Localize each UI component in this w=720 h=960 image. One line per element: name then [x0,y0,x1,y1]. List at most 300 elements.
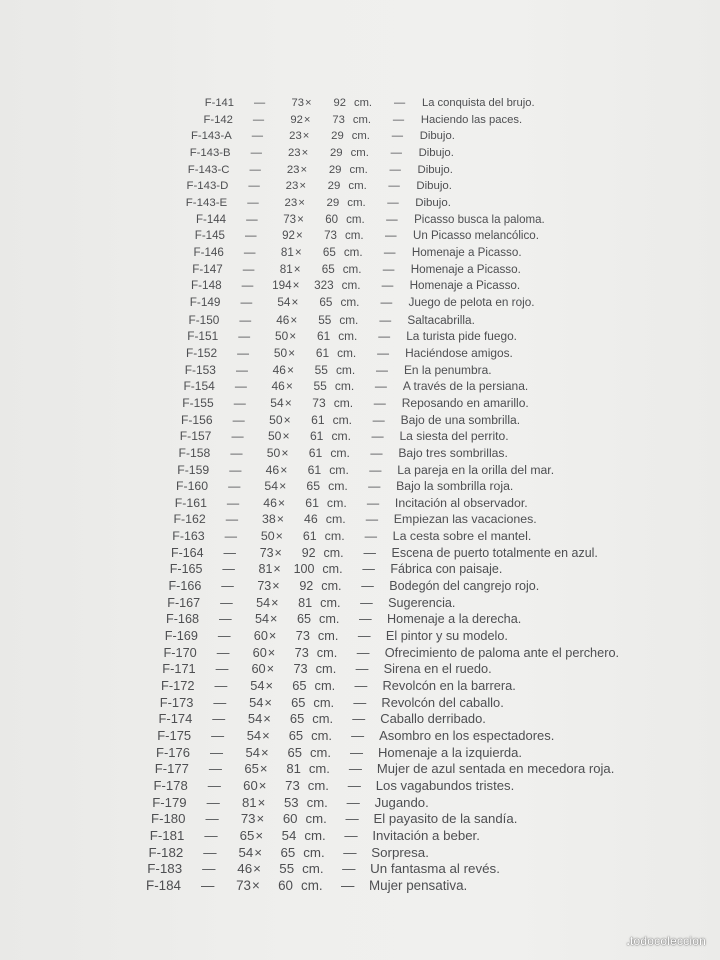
separator-dash: — [254,97,266,109]
times-sign: × [284,395,292,410]
separator-dash: — [345,811,359,827]
unit-label: cm. [305,811,327,827]
height-value: 61 [311,412,325,427]
width-value: 73 [283,213,297,226]
catalog-code: F-179 [152,794,187,810]
height-value: 61 [309,429,324,444]
separator-dash: — [346,794,360,810]
separator-dash: — [374,379,387,394]
artwork-title: Un Picasso melancólico. [412,230,539,243]
height-value: 29 [331,130,344,143]
artwork-title: Asombro en los espectadores. [379,728,555,744]
separator-dash: — [361,579,374,594]
catalog-code: F-148 [191,279,222,293]
width-value: 73 [240,811,256,827]
separator-dash: — [378,329,391,344]
separator-dash: — [373,395,386,410]
times-sign: × [285,379,293,394]
separator-dash: — [375,362,388,377]
height-value: 65 [296,612,312,627]
catalog-code: F-159 [177,462,210,477]
height-value: 323 [314,279,334,293]
height-value: 55 [313,379,327,394]
separator-dash: — [386,213,398,226]
catalog-code: F-142 [203,113,233,126]
width-value: 65 [239,828,255,844]
width-value: 92 [282,230,295,243]
catalog-code: F-143-A [190,130,232,143]
separator-dash: — [341,878,355,893]
unit-label: cm. [334,379,355,394]
unit-label: cm. [323,545,344,560]
artwork-title: A través de la persiana. [402,379,529,394]
unit-label: cm. [339,312,359,327]
times-sign: × [271,595,279,610]
separator-dash: — [205,811,219,827]
unit-label: cm. [351,130,370,143]
separator-dash: — [357,629,371,644]
height-value: 61 [307,462,322,477]
separator-dash: — [250,146,262,159]
times-sign: × [253,861,261,877]
catalog-code: F-162 [173,512,206,527]
separator-dash: — [208,761,222,777]
width-value: 54 [245,744,261,760]
unit-label: cm. [338,329,358,344]
artwork-title: Los vagabundos tristes. [375,778,515,794]
catalog-code: F-184 [146,878,181,893]
separator-dash: — [238,329,251,344]
unit-label: cm. [331,429,351,444]
artwork-title: Un fantasma al revés. [370,861,500,877]
height-value: 100 [293,562,315,577]
catalog-code: F-147 [192,262,223,276]
times-sign: × [290,312,298,327]
unit-label: cm. [324,529,345,544]
separator-dash: — [368,479,381,494]
width-value: 46 [237,861,253,877]
artwork-title: Dibujo. [417,163,453,176]
separator-dash: — [221,579,234,594]
height-value: 73 [324,230,337,243]
catalog-code: F-174 [158,711,193,727]
artwork-title: Invitación a beber. [372,828,480,844]
catalog-code: F-160 [176,479,209,494]
separator-dash: — [204,828,218,844]
separator-dash: — [387,196,399,209]
separator-dash: — [379,312,392,327]
separator-dash: — [214,678,228,694]
height-value: 73 [332,113,345,126]
width-value: 60 [252,644,267,660]
width-value: 60 [243,778,258,794]
separator-dash: — [362,562,375,577]
width-value: 60 [253,629,268,644]
width-value: 81 [279,262,293,276]
artwork-title: Dibujo. [416,180,452,193]
times-sign: × [302,130,310,143]
artwork-title: El pintor y su modelo. [385,629,508,644]
separator-dash: — [235,362,248,377]
separator-dash: — [356,644,370,660]
width-value: 46 [272,362,286,377]
separator-dash: — [201,878,215,893]
separator-dash: — [207,778,221,794]
times-sign: × [288,345,296,360]
separator-dash: — [202,861,216,877]
separator-dash: — [389,163,401,176]
unit-label: cm. [328,479,348,494]
separator-dash: — [365,512,379,527]
times-sign: × [274,545,282,560]
height-value: 65 [280,844,296,860]
unit-label: cm. [329,462,349,477]
unit-label: cm. [330,445,350,460]
times-sign: × [258,778,267,794]
separator-dash: — [243,245,256,259]
unit-label: cm. [313,694,335,710]
width-value: 54 [249,694,264,710]
unit-label: cm. [352,113,371,126]
times-sign: × [305,97,312,109]
artwork-title: Bajo la sombrilla roja. [396,479,514,494]
width-value: 54 [270,395,284,410]
catalog-code: F-161 [174,495,207,510]
width-value: 50 [273,345,288,360]
separator-dash: — [364,529,378,544]
catalog-code: F-141 [204,97,234,109]
separator-dash: — [229,462,242,477]
width-value: 50 [266,445,281,460]
separator-dash: — [211,728,225,744]
height-value: 29 [328,163,342,176]
separator-dash: — [360,595,373,610]
height-value: 65 [322,245,336,259]
unit-label: cm. [304,828,326,844]
unit-label: cm. [311,728,333,744]
height-value: 61 [305,495,319,510]
separator-dash: — [239,312,252,327]
separator-dash: — [226,495,240,510]
width-value: 38 [262,512,276,527]
height-value: 46 [304,512,318,527]
separator-dash: — [363,545,376,560]
times-sign: × [255,828,264,844]
times-sign: × [298,196,305,209]
separator-dash: — [342,861,356,877]
unit-label: cm. [307,778,329,794]
times-sign: × [259,761,268,777]
height-value: 65 [291,694,306,710]
artwork-title: Homenaje a Picasso. [410,262,521,276]
separator-dash: — [222,562,235,577]
times-sign: × [280,462,288,477]
height-value: 73 [295,629,310,644]
unit-label: cm. [319,612,340,627]
separator-dash: — [215,661,229,677]
width-value: 23 [289,130,302,143]
separator-dash: — [359,612,372,627]
catalog-code: F-143-C [187,163,230,176]
separator-dash: — [394,97,406,109]
separator-dash: — [366,495,380,510]
catalog-code: F-165 [169,562,203,577]
separator-dash: — [231,429,244,444]
separator-dash: — [244,230,257,243]
height-value: 55 [279,861,295,877]
separator-dash: — [225,512,239,527]
width-value: 46 [271,379,285,394]
width-value: 54 [238,844,254,860]
separator-dash: — [230,445,243,460]
separator-dash: — [234,379,247,394]
artwork-title: La conquista del brujo. [422,97,535,109]
unit-label: cm. [354,97,373,109]
width-value: 73 [236,878,251,893]
catalog-code: F-155 [182,395,214,410]
height-value: 55 [318,312,332,327]
width-value: 50 [267,429,282,444]
artwork-title: Saltacabrilla. [407,312,475,327]
artwork-title: Dibujo. [419,130,455,143]
artwork-title: Revolcón del caballo. [381,694,504,710]
unit-label: cm. [320,595,341,610]
unit-label: cm. [325,512,346,527]
separator-dash: — [241,279,254,293]
height-value: 65 [321,262,335,276]
separator-dash: — [228,479,241,494]
times-sign: × [295,230,303,243]
artwork-title: La turista pide fuego. [406,329,517,344]
catalog-code: F-158 [178,445,211,460]
unit-label: cm. [315,661,337,677]
unit-label: cm. [346,213,365,226]
height-value: 73 [285,778,300,794]
unit-label: cm. [333,395,354,410]
times-sign: × [262,728,270,744]
height-value: 65 [292,678,307,694]
unit-label: cm. [350,146,369,159]
times-sign: × [275,529,283,544]
width-value: 73 [259,545,274,560]
artwork-title: Sorpresa. [371,844,429,860]
artwork-title: La pareja en la orilla del mar. [397,462,555,477]
catalog-code: F-143-B [189,146,231,159]
unit-label: cm. [314,678,336,694]
catalog-code: F-171 [162,661,196,677]
separator-dash: — [242,262,255,276]
height-value: 61 [315,345,330,360]
unit-label: cm. [306,794,328,810]
height-value: 61 [308,445,323,460]
artwork-title: Dibujo. [415,196,451,209]
unit-label: cm. [341,279,361,293]
artwork-title: Reposando en amarillo. [401,395,529,410]
separator-dash: — [388,180,400,193]
artwork-title: Sugerencia. [388,595,456,610]
times-sign: × [300,163,308,176]
width-value: 60 [251,661,266,677]
catalog-code: F-178 [153,778,188,794]
artwork-title: El payasito de la sandía. [373,811,518,827]
artwork-title: Mujer pensativa. [369,878,468,893]
height-value: 29 [327,180,341,193]
separator-dash: — [233,395,246,410]
times-sign: × [279,479,287,494]
separator-dash: — [371,429,384,444]
separator-dash: — [220,595,233,610]
height-value: 61 [317,329,331,344]
artwork-title: La cesta sobre el mantel. [392,529,532,544]
separator-dash: — [251,130,264,143]
separator-dash: — [216,644,230,660]
catalog-code: F-152 [186,345,218,360]
width-value: 81 [241,794,257,810]
separator-dash: — [203,844,217,860]
height-value: 61 [302,529,317,544]
unit-label: cm. [337,345,357,360]
artwork-title: En la penumbra. [403,362,492,377]
times-sign: × [303,113,311,126]
width-value: 50 [260,529,275,544]
width-value: 54 [256,595,271,610]
catalog-code: F-153 [184,362,216,377]
unit-label: cm. [332,412,353,427]
unit-label: cm. [321,579,342,594]
width-value: 23 [286,163,300,176]
watermark-brand: todocoleccion [630,934,706,948]
width-value: 23 [284,196,298,209]
unit-label: cm. [340,295,360,309]
times-sign: × [289,329,297,344]
height-value: 29 [326,196,340,209]
height-value: 55 [314,362,328,377]
height-value: 53 [283,794,299,810]
separator-dash: — [353,694,367,710]
catalog-code: F-157 [179,429,212,444]
height-value: 60 [325,213,339,226]
width-value: 23 [285,180,299,193]
catalog-code: F-182 [148,844,184,860]
separator-dash: — [381,279,394,293]
separator-dash: — [382,262,395,276]
width-value: 81 [258,562,273,577]
height-value: 60 [282,811,298,827]
unit-label: cm. [349,163,368,176]
artwork-title: Juego de pelota en rojo. [408,295,535,309]
catalog-code: F-175 [157,728,192,744]
artwork-title: Revolcón en la barrera. [382,678,516,694]
catalog-code: F-166 [168,579,202,594]
width-value: 46 [265,462,280,477]
artwork-title: Bodegón del cangrejo rojo. [389,579,540,594]
height-value: 92 [299,579,314,594]
separator-dash: — [391,130,404,143]
height-value: 92 [333,97,346,109]
unit-label: cm. [344,230,364,243]
catalog-code: F-164 [171,545,204,560]
catalog-code: F-163 [172,529,205,544]
height-value: 65 [287,744,303,760]
times-sign: × [283,412,291,427]
unit-label: cm. [301,878,323,893]
separator-dash: — [219,612,232,627]
height-value: 81 [298,595,313,610]
separator-dash: — [217,629,231,644]
times-sign: × [291,295,299,309]
width-value: 46 [276,312,290,327]
separator-dash: — [354,678,368,694]
times-sign: × [256,811,265,827]
separator-dash: — [232,412,245,427]
width-value: 194 [272,279,292,293]
separator-dash: — [223,545,236,560]
width-value: 54 [254,612,270,627]
times-sign: × [301,146,309,159]
width-value: 54 [250,678,265,694]
separator-dash: — [392,113,405,126]
artwork-title: La siesta del perrito. [399,429,509,444]
separator-dash: — [246,213,258,226]
separator-dash: — [249,163,261,176]
unit-label: cm. [310,744,331,760]
artwork-title: Mujer de azul sentada en mecedora roja. [376,761,615,777]
catalog-code: F-170 [163,644,197,660]
separator-dash: — [240,295,253,309]
unit-label: cm. [342,262,362,276]
width-value: 54 [277,295,291,309]
separator-dash: — [206,794,220,810]
unit-label: cm. [316,644,338,660]
separator-dash: — [343,844,357,860]
unit-label: cm. [348,180,367,193]
artwork-title: Sirena en el ruedo. [383,661,492,677]
width-value: 54 [246,728,262,744]
separator-dash: — [350,744,364,760]
artwork-title: Dibujo. [418,146,454,159]
artwork-title: Picasso busca la paloma. [414,213,545,226]
times-sign: × [273,562,281,577]
watermark-dot: . [626,934,631,948]
catalog-code: F-144 [196,213,227,226]
separator-dash: — [248,180,260,193]
artwork-title: Bajo de una sombrilla. [400,412,521,427]
times-sign: × [281,445,289,460]
separator-dash: — [390,146,402,159]
times-sign: × [267,644,276,660]
width-value: 92 [290,113,303,126]
separator-dash: — [213,694,227,710]
height-value: 73 [312,395,326,410]
artwork-title: Empiezan las vacaciones. [393,512,537,527]
catalog-code: F-173 [159,694,194,710]
height-value: 92 [301,545,316,560]
separator-dash: — [212,711,226,727]
separator-dash: — [252,113,265,126]
separator-dash: — [377,345,389,360]
separator-dash: — [344,828,358,844]
width-value: 73 [291,97,304,109]
catalog-code: F-172 [161,678,195,694]
catalog-code: F-156 [181,412,213,427]
separator-dash: — [383,245,396,259]
catalog-code: F-169 [164,629,198,644]
times-sign: × [270,612,278,627]
unit-label: cm. [347,196,366,209]
unit-label: cm. [326,495,347,510]
separator-dash: — [372,412,385,427]
unit-label: cm. [317,629,339,644]
